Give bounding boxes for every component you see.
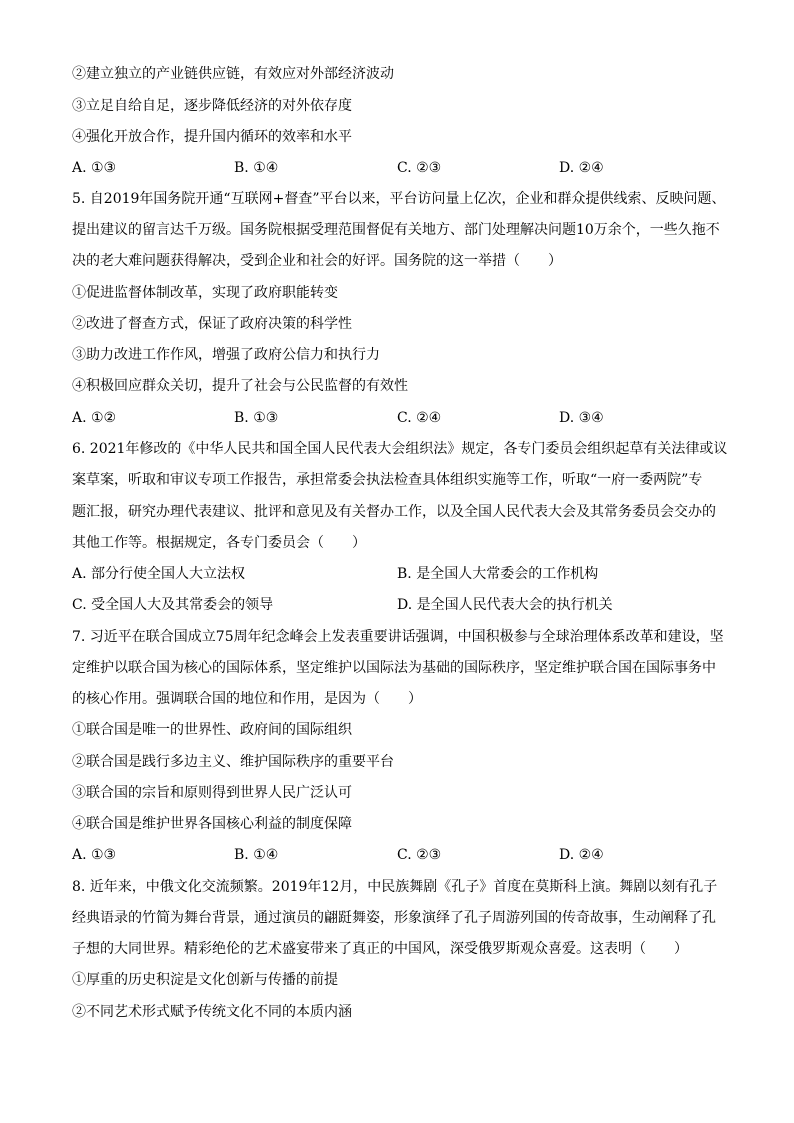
q7-statement-1: ①联合国是唯一的世界性、政府间的国际组织 [72,722,352,738]
q7-option-d[interactable]: D. ②④ [559,847,604,863]
q7-statement-3: ③联合国的宗旨和原则得到世界人民广泛认可 [72,785,352,801]
q7-stem-line-3: 的核心作用。强调联合国的地位和作用，是因为（ ） [72,691,422,707]
q5-options [72,408,732,428]
q6-option-b[interactable]: B. 是全国人大常委会的工作机构 [397,566,599,582]
q4-statement-3: ③立足自给自足，逐步降低经济的对外依存度 [72,98,352,114]
q5-option-c[interactable]: C. ②④ [397,410,442,426]
q7-statement-2: ②联合国是践行多边主义、维护国际秩序的重要平台 [72,754,394,770]
q6-stem-line-1: 6. 2021年修改的《中华人民共和国全国人民代表大会组织法》规定，各专门委员会组织起草有关法律或议 [72,441,728,457]
q4-option-a[interactable]: A. ①③ [72,160,117,176]
q5-statement-1: ①促进监督体制改革，实现了政府职能转变 [72,285,338,301]
q6-options-row-2 [72,595,732,615]
q6-stem-line-4: 其他工作等。根据规定，各专门委员会（ ） [72,535,366,551]
q6-stem-line-3: 题汇报，研究办理代表建议、批评和意见及有关督办工作，以及全国人民代表大会及其常务委员会交办的 [72,504,716,520]
q4-statement-4: ④强化开放合作，提升国内循环的效率和水平 [72,129,352,145]
q4-option-b[interactable]: B. ①④ [234,160,279,176]
q5-option-d[interactable]: D. ③④ [559,410,604,426]
q4-option-c[interactable]: C. ②③ [397,160,442,176]
q8-statement-1: ①厚重的历史积淀是文化创新与传播的前提 [72,972,338,988]
q8-stem-line-3: 子想的大同世界。精彩绝伦的艺术盛宴带来了真正的中国风，深受俄罗斯观众喜爱。这表明（ ） [72,941,688,957]
q5-statement-2: ②改进了督查方式，保证了政府决策的科学性 [72,316,352,332]
q6-options-row-1 [72,564,732,584]
q5-statement-3: ③助力改进工作作风，增强了政府公信力和执行力 [72,347,380,363]
q7-option-c[interactable]: C. ②③ [397,847,442,863]
q4-option-d[interactable]: D. ②④ [559,160,604,176]
q5-option-a[interactable]: A. ①② [72,410,117,426]
q6-option-c[interactable]: C. 受全国人大及其常委会的领导 [72,597,274,613]
q7-option-b[interactable]: B. ①④ [234,847,279,863]
q6-option-d[interactable]: D. 是全国人民代表大会的执行机关 [397,597,613,613]
q7-stem-line-2: 定维护以联合国为核心的国际体系，坚定维护以国际法为基础的国际秩序，坚定维护联合国在国际事务中 [72,660,716,676]
q5-stem-line-3: 决的老大难问题获得解决，受到企业和社会的好评。国务院的这一举措（ ） [72,253,562,269]
q7-stem-line-1: 7. 习近平在联合国成立75周年纪念峰会上发表重要讲话强调，中国积极参与全球治理体系改革和建设，坚 [72,629,724,645]
q5-stem-line-1: 5. 自2019年国务院开通“互联网+督查”平台以来，平台访问量上亿次，企业和群众提供线索、反映问题、 [72,191,726,207]
q6-stem-line-2: 案草案，听取和审议专项工作报告，承担常委会执法检查具体组织实施等工作，听取“一府一委两院”专 [72,472,703,488]
q4-statement-2: ②建立独立的产业链供应链，有效应对外部经济波动 [72,66,394,82]
q7-options [72,845,732,865]
q5-statement-4: ④积极回应群众关切，提升了社会与公民监督的有效性 [72,378,408,394]
q7-statement-4: ④联合国是维护世界各国核心利益的制度保障 [72,816,352,832]
q8-stem-line-2: 经典语录的竹简为舞台背景，通过演员的翩跹舞姿，形象演绎了孔子周游列国的传奇故事，生动阐释了孔 [72,910,716,926]
q5-option-b[interactable]: B. ①③ [234,410,279,426]
q7-option-a[interactable]: A. ①③ [72,847,117,863]
q4-options [72,158,732,178]
q8-stem-line-1: 8. 近年来，中俄文化交流频繁。2019年12月，中民族舞剧《孔子》首度在莫斯科上演。舞剧以刻有孔子 [72,879,718,895]
q6-option-a[interactable]: A. 部分行使全国人大立法权 [72,566,246,582]
q8-statement-2: ②不同艺术形式赋予传统文化不同的本质内涵 [72,1004,352,1020]
q5-stem-line-2: 提出建议的留言达千万级。国务院根据受理范围督促有关地方、部门处理解决问题10万余个，一些久拖不 [72,222,720,238]
